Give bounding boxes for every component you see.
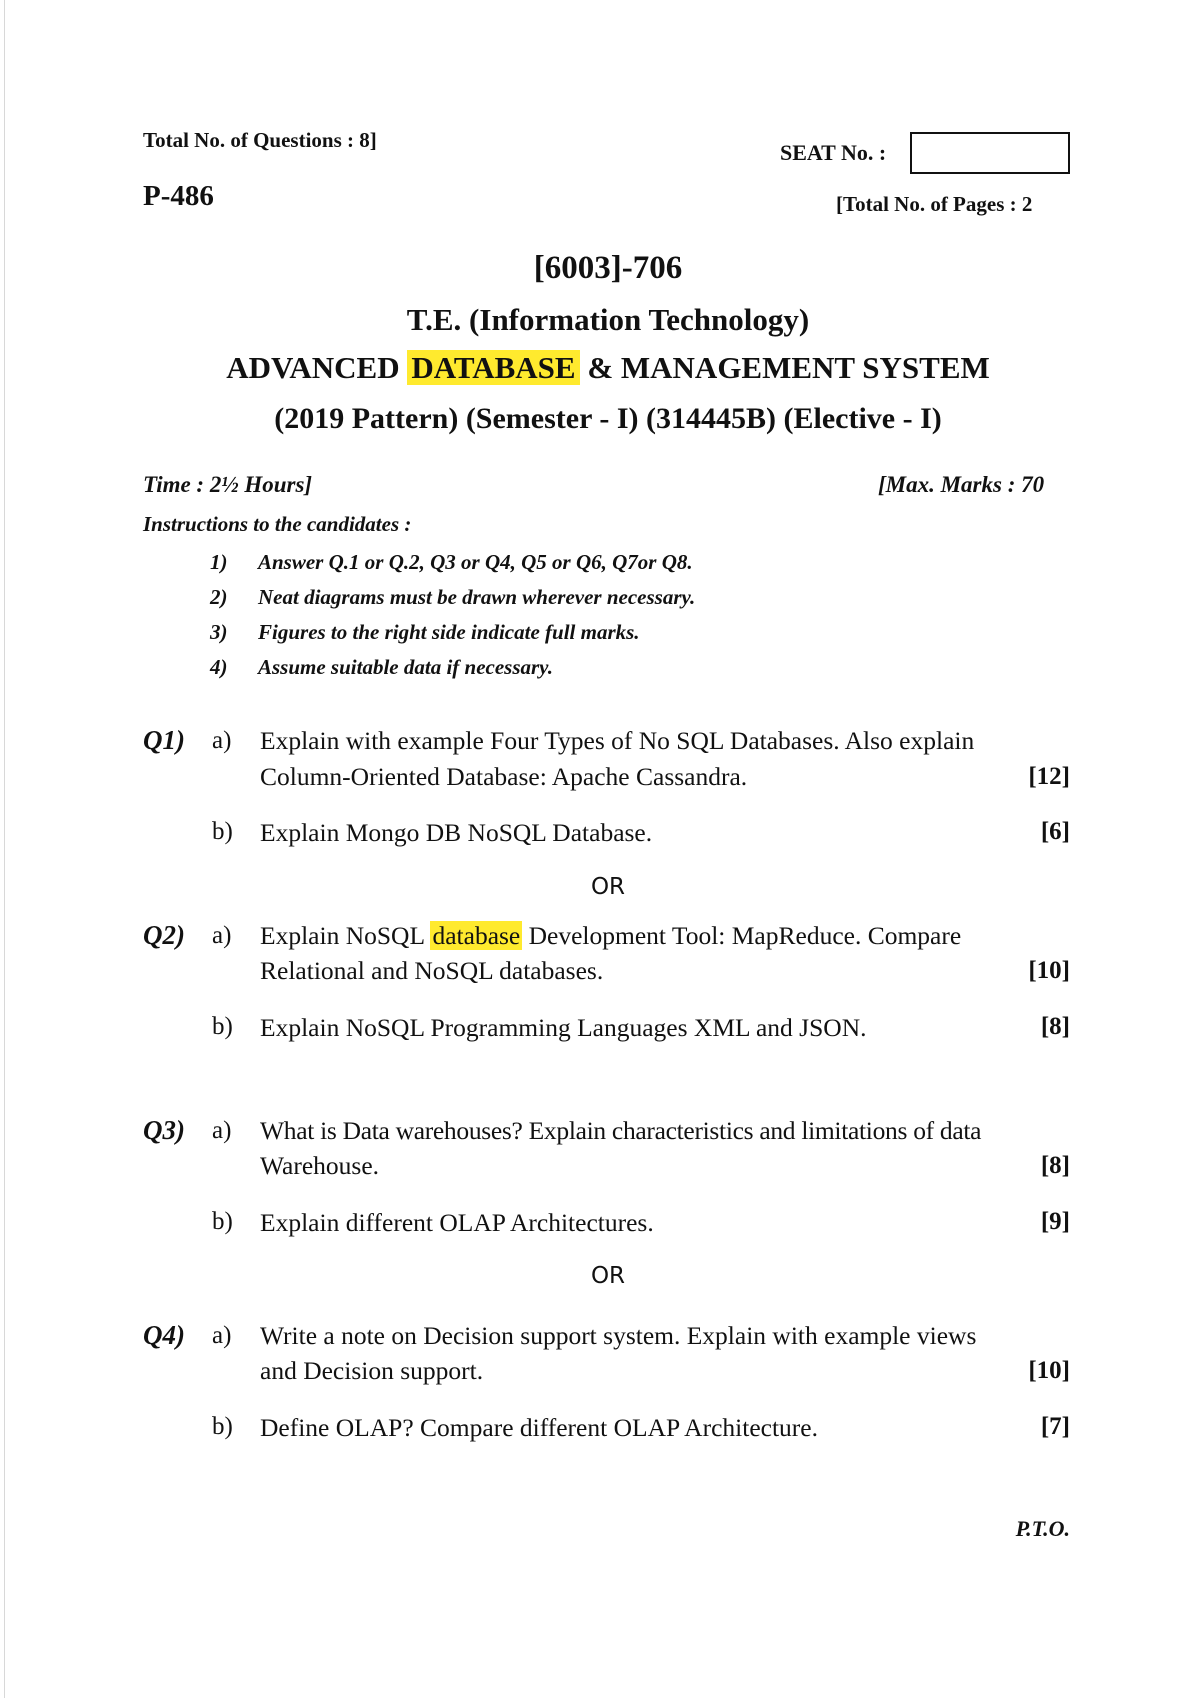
total-pages: [Total No. of Pages : 2 — [836, 192, 1033, 216]
question-number-q4: Q4) — [143, 1320, 185, 1350]
instruction-item — [210, 585, 695, 610]
q4a-marks: [10] — [1028, 1357, 1070, 1384]
q3a-text-line2: Warehouse. — [260, 1151, 380, 1180]
q1a-text-line2: Column-Oriented Database: Apache Cassandra. — [260, 762, 748, 791]
subject-suffix: & MANAGEMENT SYSTEM — [579, 350, 990, 385]
time-allowed: Time : 2½ Hours] — [143, 472, 313, 497]
question-number-q1: Q1) — [143, 725, 185, 755]
instruction-number: 3) — [210, 620, 228, 644]
q2a-text-line1 — [260, 921, 961, 951]
instruction-item — [210, 550, 693, 575]
instruction-item — [210, 655, 553, 680]
q2a-marks: [10] — [1028, 957, 1070, 984]
instruction-number: 2) — [210, 585, 228, 609]
q2b-text: Explain NoSQL Programming Languages XML and JSON. — [260, 1013, 867, 1042]
pto-label: P.T.O. — [1015, 1516, 1070, 1541]
q1a-marks: [12] — [1028, 763, 1070, 790]
q3a-text-line1: What is Data warehouses? Explain characteristics and limitations of data — [260, 1116, 982, 1145]
subject-prefix: ADVANCED — [226, 350, 408, 385]
question-number-q2: Q2) — [143, 920, 185, 950]
or-separator: OR — [590, 1263, 626, 1289]
subject-highlight: DATABASE — [407, 350, 579, 385]
instructions-heading: Instructions to the candidates : — [143, 512, 412, 536]
q2a-text-line2: Relational and NoSQL databases. — [260, 956, 604, 985]
total-questions: Total No. of Questions : 8] — [143, 128, 377, 152]
q1b-marks: [6] — [1040, 818, 1070, 845]
q3a-marks: [8] — [1040, 1152, 1070, 1179]
q4b-label: b) — [212, 1413, 233, 1440]
q2b-label: b) — [212, 1013, 233, 1040]
q1a-text-line1: Explain with example Four Types of No SQL Databases. Also explain — [260, 726, 975, 755]
q1b-text: Explain Mongo DB NoSQL Database. — [260, 818, 653, 847]
q2a-text-highlight: database — [432, 921, 521, 950]
q2a-text-post: Development Tool: MapReduce. Compare — [522, 921, 962, 950]
exam-code: [6003]-706 — [533, 250, 683, 286]
q4b-text: Define OLAP? Compare different OLAP Architecture. — [260, 1413, 818, 1442]
paper-code: P-486 — [143, 180, 214, 212]
question-number-q3: Q3) — [143, 1115, 185, 1145]
seat-number-box[interactable] — [910, 132, 1070, 174]
q2a-text-pre: Explain NoSQL — [260, 921, 431, 950]
instruction-text: Figures to the right side indicate full marks. — [258, 620, 640, 644]
q4a-label: a) — [212, 1322, 232, 1349]
q3b-marks: [9] — [1040, 1208, 1070, 1235]
q2a-label: a) — [212, 922, 232, 949]
q1b-label: b) — [212, 818, 233, 845]
instruction-number: 4) — [210, 655, 228, 679]
instruction-number: 1) — [210, 550, 228, 574]
q1a-label: a) — [212, 727, 232, 754]
q3b-label: b) — [212, 1208, 233, 1235]
instruction-text: Answer Q.1 or Q.2, Q3 or Q4, Q5 or Q6, Q7or Q8. — [258, 550, 693, 574]
q4a-text-line2: and Decision support. — [260, 1356, 484, 1385]
seat-label: SEAT No. : — [780, 140, 887, 165]
q3b-text: Explain different OLAP Architectures. — [260, 1208, 654, 1237]
instruction-text: Assume suitable data if necessary. — [258, 655, 553, 679]
subject-title — [0, 350, 1200, 386]
q2b-marks: [8] — [1040, 1013, 1070, 1040]
q4a-text-line1: Write a note on Decision support system. Explain with example views — [260, 1321, 977, 1350]
q3a-label: a) — [212, 1117, 232, 1144]
or-separator: OR — [590, 874, 626, 900]
q4b-marks: [7] — [1040, 1413, 1070, 1440]
max-marks: [Max. Marks : 70 — [878, 472, 1045, 497]
course-title: T.E. (Information Technology) — [406, 302, 810, 337]
instruction-item — [210, 620, 640, 645]
pattern-line: (2019 Pattern) (Semester - I) (314445B) (Elective - I) — [274, 402, 942, 435]
instruction-text: Neat diagrams must be drawn wherever necessary. — [258, 585, 696, 609]
